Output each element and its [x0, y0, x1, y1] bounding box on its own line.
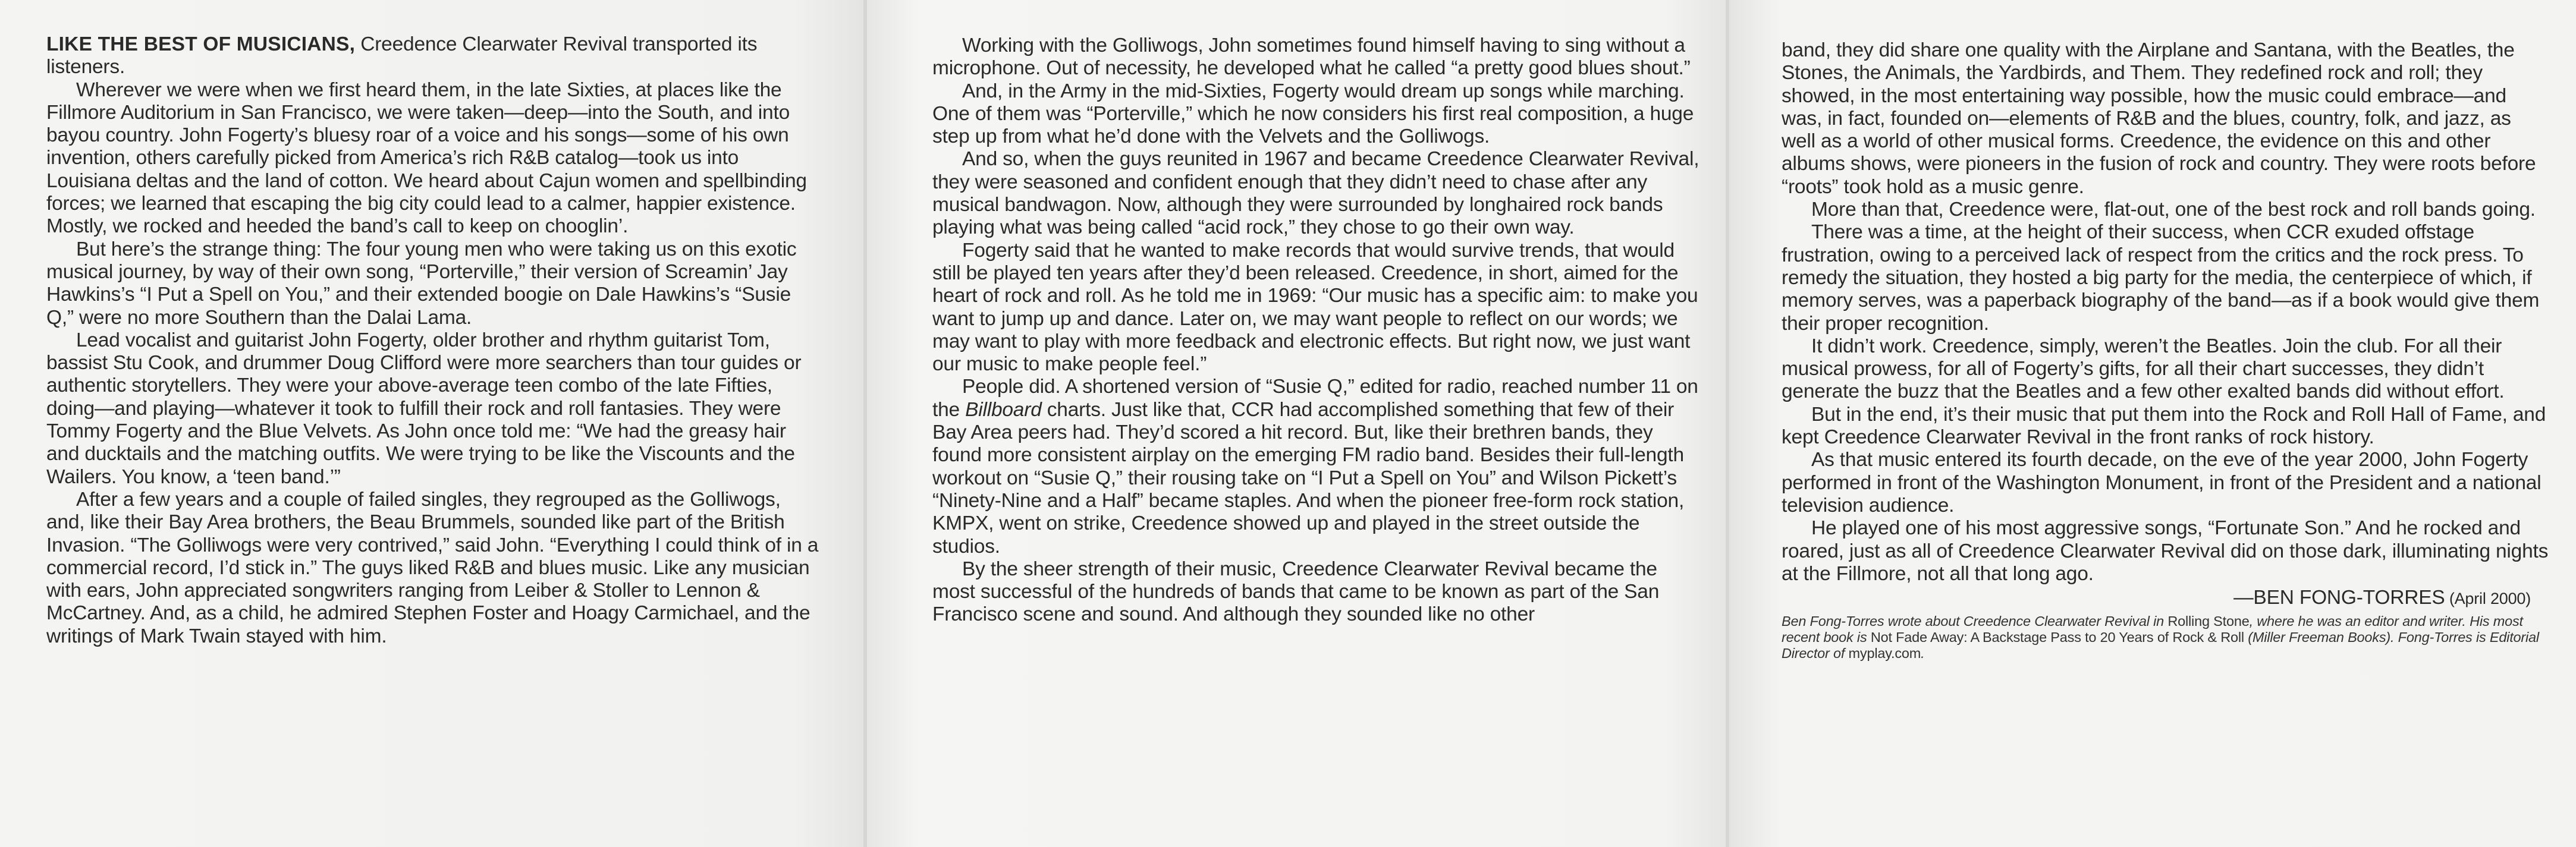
body-paragraph: There was a time, at the height of their success, when CCR exuded offstage frustration, owing to a perceived lack of respect from the critics and the rock press. To remedy the situation, they hosted a big party for the media, the centerpiece of which, if memory serves, was a paperback biography of the band—as if a book would give them their proper recognition.	[1782, 221, 2540, 335]
body-paragraph: And, in the Army in the mid-Sixties, Fogerty would dream up songs while marching. One of them was “Porterville,” which he now considers his first real composition, a huge step up from what he’d done with the Velvets and the Golliwogs.	[932, 80, 1694, 148]
credit-text: .	[1921, 646, 1925, 662]
credit-text: (Miller Freeman Books). Fong-Torres is Editorial Director of	[1782, 629, 2539, 662]
body-paragraph: More than that, Creedence were, flat-out, one of the best rock and roll bands going.	[1811, 199, 2536, 221]
text-run: People did. A shortened version of “Susie Q,” edited for radio, reached number 11 on the	[932, 376, 1698, 421]
body-paragraph: Fogerty said that he wanted to make records that would survive trends, that would still be played ten years after they’d been released. Creedence, in short, aimed for the heart of rock and roll. As he told me in 1969: “Our music has a specific aim: to make you want to jump up and dance. Later on, we may want people to reflect on our words; we may want to play with more feedback and electronic effects. But right now, we just want our music to make people feel.”	[932, 239, 1698, 376]
publication-title: Billboard	[965, 398, 1042, 421]
body-paragraph: It didn’t work. Creedence, simply, weren’t the Beatles. Join the club. For all their musical prowess, for all of Fogerty’s gifts, for all their chart successes, they didn’t generate the buzz that the Beatles and a few other exalted bands did without effort.	[1782, 335, 2505, 403]
credit-text: , where he was an editor and writer. His most recent book is	[1782, 613, 2523, 646]
body-paragraph: Wherever we were when we first heard them, in the late Sixties, at places like the Fillmore Auditorium in San Francisco, we were taken—deep—into the South, and into bayou country. John Fogerty’s bluesy roar of a voice and his songs—some of his own invention, others carefully picked from America’s rich R&B catalog—took us into Louisiana deltas and the land of cotton. We heard about Cajun women and spellbinding forces; we learned that escaping the big city could lead to a calmer, happier existence. Mostly, we rocked and heeded the band’s call to keep on chooglin’.	[46, 78, 807, 238]
body-paragraph: After a few years and a couple of failed singles, they regrouped as the Golliwogs, and, like their Bay Area brothers, the Beau Brummels, sounded like part of the British Invasion. “The Golliwogs were very contrived,” said John. “Everything I could think of in a commercial record, I’d stick in.” The guys liked R&B and blues music. Like any musician with ears, John appreciated songwriters ranging from Leiber & Stoller to Lennon & McCartney. And, as a child, he admired Stephen Foster and Hoagy Carmichael, and the writings of Mark Twain stayed with him.	[46, 488, 819, 647]
author-signature	[1782, 587, 2549, 610]
credit-text: Ben Fong-Torres wrote about Creedence Clearwater Revival in	[1782, 613, 2168, 629]
page-panel-right	[1729, 0, 2576, 847]
text-column	[932, 34, 1699, 626]
body-paragraph: Working with the Golliwogs, John sometimes found himself having to sing without a microphone. Out of necessity, he developed what he called “a pretty good blues shout.”	[932, 34, 1691, 80]
body-paragraph	[932, 376, 1699, 558]
author-credit	[1782, 613, 2549, 662]
signature-date: (April 2000)	[2445, 590, 2531, 608]
text-run: charts. Just like that, CCR had accomplished something that few of their Bay Area peers had. They’d scored a hit record. But, like their brethren bands, they found more consistent airplay on the emerging FM radio band. Besides their full-length workout on “Susie Q,” their rousing take on “I Put a Spell on You” and Wilson Pickett’s “Ninety-Nine and a Half” became staples. And when the pioneer free-form rock station, KMPX, went on strike, Creedence showed up and played in the street outside the studios.	[932, 398, 1685, 558]
credit-book-title: Not Fade Away: A Backstage Pass to 20 Years of Rock & Roll	[1870, 629, 2244, 646]
text-column	[1782, 39, 2549, 662]
body-paragraph: As that music entered its fourth decade, on the eve of the year 2000, John Fogerty performed in front of the Washington Monument, in front of the President and a national television audience.	[1782, 449, 2542, 517]
author-name: —BEN FONG-TORRES	[2233, 587, 2445, 609]
body-paragraph: But here’s the strange thing: The four young men who were taking us on this exotic musical journey, by way of their own song, “Porterville,” their version of Screamin’ Jay Hawkins’s “I Put a Spell on You,” and their extended boogie on Dale Hawkins’s “Susie Q,” were no more Southern than the Dalai Lama.	[46, 238, 797, 329]
body-paragraph: By the sheer strength of their music, Creedence Clearwater Revival became the most successful of the hundreds of bands that came to be known as part of the San Francisco scene and sound. And although they sounded like no other	[932, 558, 1660, 626]
credit-website: myplay.com	[1848, 646, 1921, 662]
body-paragraph: He played one of his most aggressive songs, “Fortunate Son.” And he rocked and roared, just as all of Creedence Clearwater Revival did on those dark, illuminating nights at the Fillmore, not all that long ago.	[1782, 517, 2549, 585]
text-column	[46, 33, 819, 648]
body-paragraph: But in the end, it’s their music that put them into the Rock and Roll Hall of Fame, and kept Creedence Clearwater Revival in the front ranks of rock history.	[1782, 403, 2546, 449]
credit-publication: Rolling Stone	[2167, 613, 2250, 629]
lead-text: Creedence Clearwater Revival transported its listeners.	[46, 33, 758, 78]
page-panel-left	[0, 0, 863, 847]
opening-paragraph	[46, 33, 819, 79]
page-panel-middle	[867, 0, 1726, 847]
body-paragraph: Lead vocalist and guitarist John Fogerty, older brother and rhythm guitarist Tom, bassist Stu Cook, and drummer Doug Clifford were more searchers than tour guides or authentic storytellers. They were your above-average teen combo of the late Fifties, doing—and playing—whatever it took to fulfill their rock and roll fantasies. They were Tommy Fogerty and the Blue Velvets. As John once told me: “We had the greasy hair and ducktails and the matching outfits. We were trying to be like the Viscounts and the Wailers. You know, a ‘teen band.’”	[46, 329, 802, 488]
body-paragraph: And so, when the guys reunited in 1967 and became Creedence Clearwater Revival, they were seasoned and confident enough that they didn’t need to chase after any musical bandwagon. Now, although they were surrounded by longhaired rock bands playing what was being called “acid rock,” they chose to go their own way.	[932, 148, 1699, 239]
lead-heading: LIKE THE BEST OF MUSICIANS,	[46, 33, 356, 55]
continued-paragraph: band, they did share one quality with the Airplane and Santana, with the Beatles, the Stones, the Animals, the Yardbirds, and Them. They redefined rock and roll; they showed, in the most entertaining way possible, how the music could embrace—and was, in fact, founded on—elements of R&B and the blues, country, folk, and jazz, as well as a world of other musical forms. Creedence, the evidence on this and other albums shows, were pioneers in the fusion of rock and country. They were roots before “roots” took hold as a music genre.	[1782, 39, 2536, 198]
